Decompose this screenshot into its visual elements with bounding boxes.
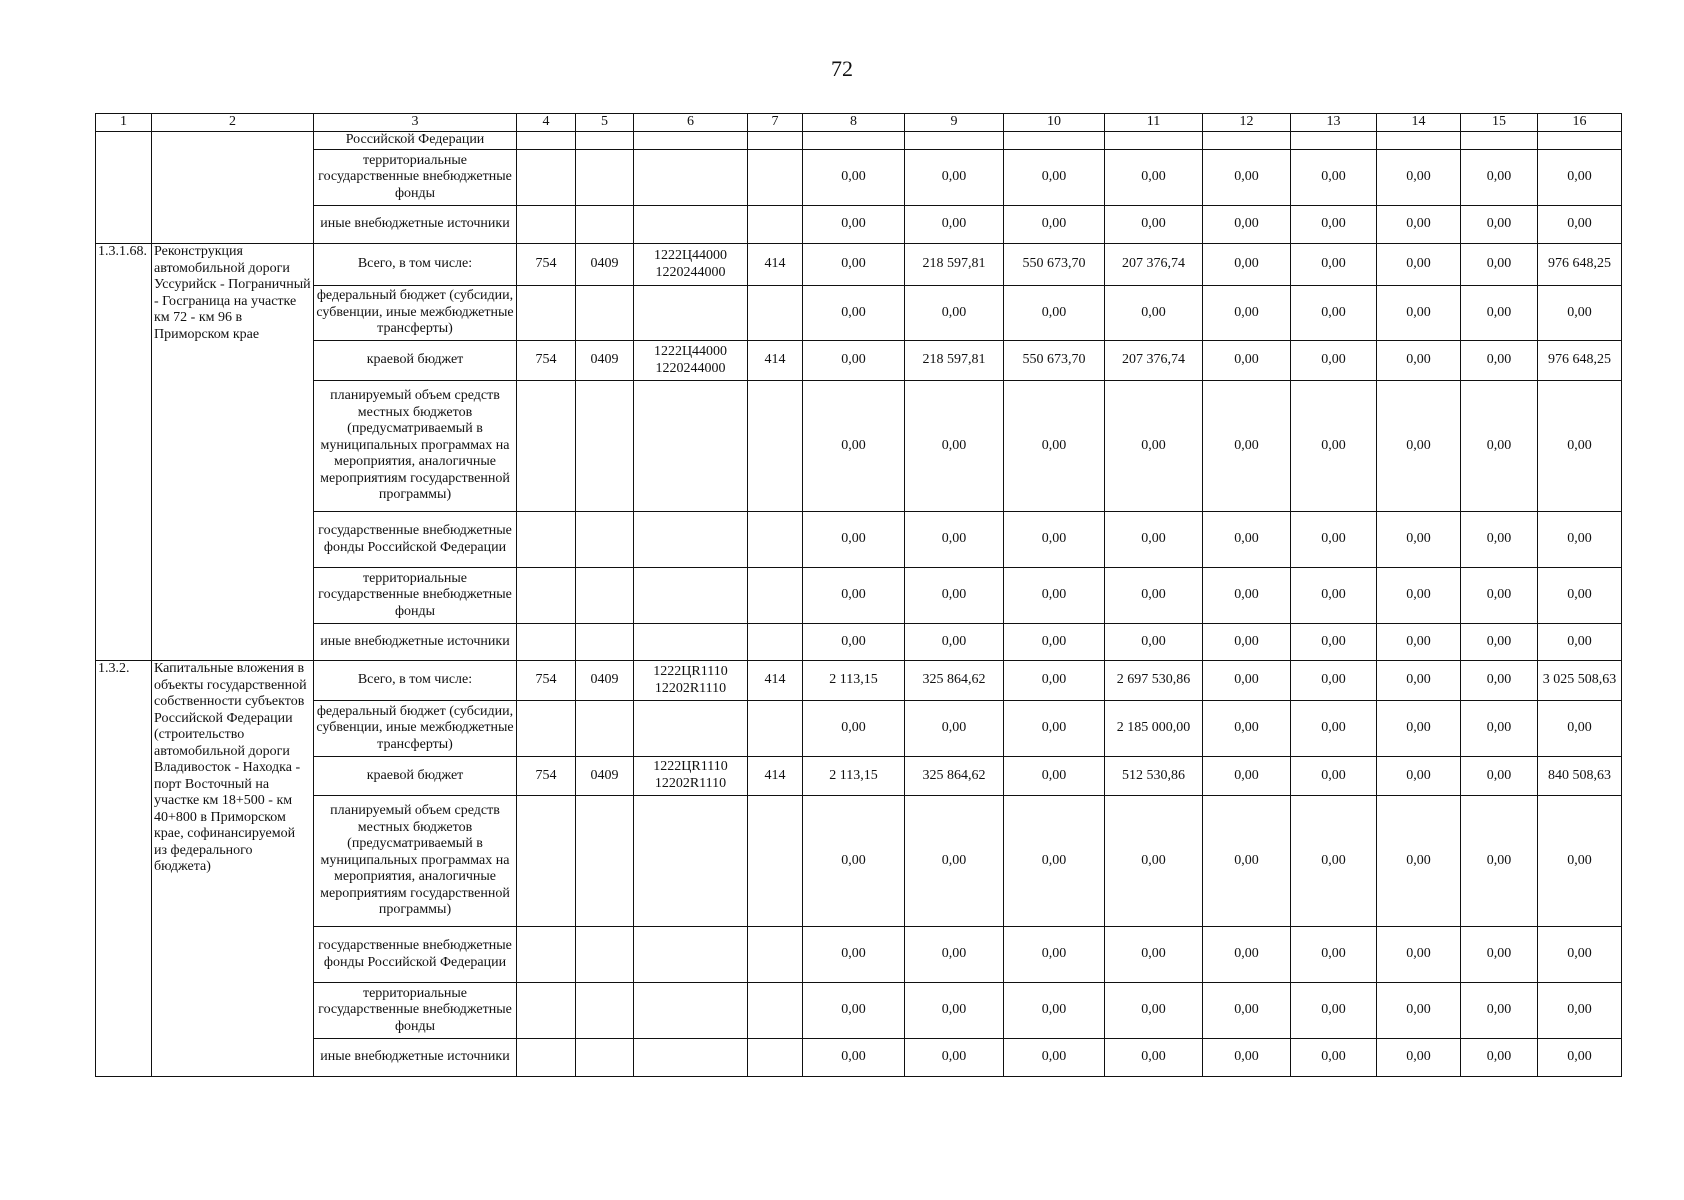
table-row [96,341,1622,381]
cell-col9: 325 864,62 [905,757,1004,796]
column-header-3: 3 [314,114,517,132]
cell-col16: 840 508,63 [1538,757,1622,796]
cell-col16: 976 648,25 [1538,341,1622,381]
cell-col6 [634,381,748,512]
table-row [96,150,1622,206]
cell-col9 [905,132,1004,150]
cell-col9: 0,00 [905,701,1004,757]
cell-col15: 0,00 [1461,757,1538,796]
cell-col8: 0,00 [803,244,905,286]
cell-col5 [576,1039,634,1077]
cell-col11: 2 697 530,86 [1105,661,1203,701]
cell-col15: 0,00 [1461,568,1538,624]
column-header-1: 1 [96,114,152,132]
item-description [152,132,314,244]
cell-col6 [634,624,748,661]
cell-col10: 0,00 [1004,757,1105,796]
cell-col7 [748,927,803,983]
cell-col14: 0,00 [1377,286,1461,341]
cell-col5 [576,624,634,661]
column-header-7: 7 [748,114,803,132]
cell-col13: 0,00 [1291,701,1377,757]
cell-col8 [803,132,905,150]
cell-col10 [1004,132,1105,150]
cell-col9: 0,00 [905,381,1004,512]
cell-col14 [1377,132,1461,150]
cell-col11: 207 376,74 [1105,244,1203,286]
cell-col11: 2 185 000,00 [1105,701,1203,757]
cell-col4 [517,983,576,1039]
cell-col14: 0,00 [1377,381,1461,512]
column-header-4: 4 [517,114,576,132]
cell-col10: 0,00 [1004,624,1105,661]
cell-col5: 0409 [576,341,634,381]
cell-col5 [576,132,634,150]
cell-col8: 0,00 [803,381,905,512]
cell-col5 [576,927,634,983]
cell-source: планируемый объем средств местных бюджетов (предусматриваемый в муниципальных программах на мероприятия, аналогичные мероприятиям государственной программы) [314,381,517,512]
cell-col6 [634,983,748,1039]
cell-col15: 0,00 [1461,341,1538,381]
cell-col7 [748,381,803,512]
column-header-6: 6 [634,114,748,132]
cell-col9: 218 597,81 [905,244,1004,286]
cell-col14: 0,00 [1377,341,1461,381]
cell-col8: 0,00 [803,568,905,624]
cell-col7 [748,512,803,568]
cell-col15: 0,00 [1461,512,1538,568]
table-row [96,927,1622,983]
cell-col15: 0,00 [1461,983,1538,1039]
cell-col5: 0409 [576,661,634,701]
cell-col8: 0,00 [803,983,905,1039]
cell-col10: 0,00 [1004,286,1105,341]
cell-col8: 0,00 [803,341,905,381]
cell-col10: 0,00 [1004,568,1105,624]
cell-col4 [517,150,576,206]
cell-col7 [748,701,803,757]
cell-col5: 0409 [576,757,634,796]
cell-source: иные внебюджетные источники [314,624,517,661]
cell-source: Всего, в том числе: [314,661,517,701]
cell-col9: 0,00 [905,624,1004,661]
cell-source: территориальные государственные внебюджетные фонды [314,568,517,624]
cell-col11: 0,00 [1105,512,1203,568]
cell-col4 [517,132,576,150]
cell-col10: 0,00 [1004,381,1105,512]
cell-col9: 0,00 [905,150,1004,206]
cell-col15: 0,00 [1461,150,1538,206]
cell-col9: 0,00 [905,568,1004,624]
cell-col4 [517,1039,576,1077]
cell-col14: 0,00 [1377,512,1461,568]
cell-col5 [576,381,634,512]
cell-source: государственные внебюджетные фонды Российской Федерации [314,927,517,983]
cell-col15: 0,00 [1461,381,1538,512]
cell-col9: 218 597,81 [905,341,1004,381]
column-header-12: 12 [1203,114,1291,132]
cell-col11: 0,00 [1105,286,1203,341]
cell-col9: 0,00 [905,927,1004,983]
cell-col7: 414 [748,341,803,381]
table-row [96,983,1622,1039]
cell-col8: 0,00 [803,286,905,341]
cell-col16: 0,00 [1538,624,1622,661]
cell-col11: 207 376,74 [1105,341,1203,381]
cell-col9: 0,00 [905,983,1004,1039]
cell-col10: 0,00 [1004,661,1105,701]
cell-col4 [517,512,576,568]
cell-col5 [576,286,634,341]
cell-col14: 0,00 [1377,150,1461,206]
table-row [96,661,1622,701]
cell-source: иные внебюджетные источники [314,206,517,244]
cell-col10: 0,00 [1004,701,1105,757]
cell-col13: 0,00 [1291,796,1377,927]
cell-col6 [634,150,748,206]
cell-col13: 0,00 [1291,244,1377,286]
cell-col4: 754 [517,661,576,701]
cell-col10: 0,00 [1004,206,1105,244]
cell-col5 [576,512,634,568]
cell-col14: 0,00 [1377,568,1461,624]
column-header-5: 5 [576,114,634,132]
cell-col9: 0,00 [905,512,1004,568]
cell-col12 [1203,132,1291,150]
item-description: Капитальные вложения в объекты государственной собственности субъектов Российской Федерации (строительство автомобильной дороги Владивосток - Находка - порт Восточный на участке км 18+500 - км 40+800 в Приморском крае, софинансируемой из федерального бюджета) [152,661,314,1077]
cell-source: государственные внебюджетные фонды Российской Федерации [314,512,517,568]
cell-col5 [576,701,634,757]
cell-col16: 0,00 [1538,150,1622,206]
cell-col4 [517,206,576,244]
cell-col4 [517,701,576,757]
cell-col13: 0,00 [1291,983,1377,1039]
cell-col12: 0,00 [1203,624,1291,661]
cell-col6 [634,927,748,983]
cell-col16: 0,00 [1538,206,1622,244]
column-header-8: 8 [803,114,905,132]
cell-col7 [748,983,803,1039]
cell-col13: 0,00 [1291,624,1377,661]
item-description: Реконструкция автомобильной дороги Уссурийск - Пограничный - Госграница на участке км 72 - км 96 в Приморском крае [152,244,314,661]
cell-col15: 0,00 [1461,1039,1538,1077]
cell-col11: 0,00 [1105,206,1203,244]
cell-col10: 0,00 [1004,927,1105,983]
cell-col6 [634,568,748,624]
cell-col6: 1222ЦR1110 12202R1110 [634,757,748,796]
table-row [96,132,1622,150]
cell-col15: 0,00 [1461,624,1538,661]
cell-col7: 414 [748,757,803,796]
cell-source: территориальные государственные внебюджетные фонды [314,983,517,1039]
cell-col10: 550 673,70 [1004,341,1105,381]
cell-col11: 0,00 [1105,927,1203,983]
cell-col13: 0,00 [1291,1039,1377,1077]
cell-col13: 0,00 [1291,206,1377,244]
cell-col15: 0,00 [1461,286,1538,341]
cell-col16: 0,00 [1538,983,1622,1039]
cell-col5 [576,568,634,624]
cell-col7 [748,624,803,661]
table-row [96,1039,1622,1077]
table-row [96,796,1622,927]
cell-col7: 414 [748,661,803,701]
cell-col7 [748,568,803,624]
cell-col16: 3 025 508,63 [1538,661,1622,701]
table-row [96,701,1622,757]
cell-col7 [748,150,803,206]
cell-col5 [576,150,634,206]
cell-col13: 0,00 [1291,927,1377,983]
cell-col16: 0,00 [1538,512,1622,568]
cell-col8: 0,00 [803,1039,905,1077]
cell-col16: 0,00 [1538,381,1622,512]
cell-col15: 0,00 [1461,661,1538,701]
cell-col13: 0,00 [1291,150,1377,206]
cell-col12: 0,00 [1203,757,1291,796]
cell-col10: 0,00 [1004,150,1105,206]
item-number: 1.3.2. [96,661,152,1077]
cell-col10: 0,00 [1004,1039,1105,1077]
column-header-2: 2 [152,114,314,132]
cell-col7 [748,796,803,927]
cell-col11: 0,00 [1105,624,1203,661]
cell-col12: 0,00 [1203,206,1291,244]
cell-col4: 754 [517,757,576,796]
cell-col12: 0,00 [1203,341,1291,381]
cell-col4 [517,568,576,624]
budget-table [95,113,1622,1077]
cell-col14: 0,00 [1377,927,1461,983]
cell-col13: 0,00 [1291,661,1377,701]
cell-col13: 0,00 [1291,757,1377,796]
table-row [96,381,1622,512]
cell-col15: 0,00 [1461,206,1538,244]
table-row [96,206,1622,244]
cell-col10: 0,00 [1004,796,1105,927]
cell-col12: 0,00 [1203,512,1291,568]
cell-col16: 0,00 [1538,1039,1622,1077]
cell-col8: 0,00 [803,927,905,983]
cell-col6 [634,132,748,150]
cell-col6 [634,286,748,341]
cell-col15 [1461,132,1538,150]
cell-source: Всего, в том числе: [314,244,517,286]
cell-col5 [576,796,634,927]
cell-col12: 0,00 [1203,568,1291,624]
cell-col15: 0,00 [1461,701,1538,757]
column-header-14: 14 [1377,114,1461,132]
cell-col12: 0,00 [1203,1039,1291,1077]
cell-col5 [576,206,634,244]
page-number: 72 [831,56,853,81]
cell-col16: 976 648,25 [1538,244,1622,286]
cell-source: краевой бюджет [314,757,517,796]
cell-col4 [517,286,576,341]
table-row [96,757,1622,796]
column-header-15: 15 [1461,114,1538,132]
cell-col7 [748,132,803,150]
cell-col8: 0,00 [803,150,905,206]
cell-col8: 0,00 [803,624,905,661]
cell-col11: 0,00 [1105,796,1203,927]
item-number [96,132,152,244]
cell-col8: 0,00 [803,512,905,568]
cell-col5 [576,983,634,1039]
cell-col13: 0,00 [1291,286,1377,341]
cell-source: федеральный бюджет (субсидии, субвенции, иные межбюджетные трансферты) [314,701,517,757]
cell-col6 [634,206,748,244]
cell-col16 [1538,132,1622,150]
cell-col10: 550 673,70 [1004,244,1105,286]
header-row [96,114,1622,132]
cell-col13: 0,00 [1291,568,1377,624]
cell-col11: 0,00 [1105,1039,1203,1077]
cell-col14: 0,00 [1377,757,1461,796]
cell-col12: 0,00 [1203,701,1291,757]
cell-col15: 0,00 [1461,244,1538,286]
cell-col4 [517,927,576,983]
cell-col10: 0,00 [1004,512,1105,568]
cell-col6: 1222ЦR1110 12202R1110 [634,661,748,701]
cell-col13 [1291,132,1377,150]
table-row [96,624,1622,661]
cell-col13: 0,00 [1291,512,1377,568]
table-body [96,114,1622,1077]
cell-col6 [634,701,748,757]
column-header-16: 16 [1538,114,1622,132]
cell-col14: 0,00 [1377,661,1461,701]
cell-source: краевой бюджет [314,341,517,381]
cell-col9: 325 864,62 [905,661,1004,701]
cell-col14: 0,00 [1377,796,1461,927]
cell-col4: 754 [517,341,576,381]
cell-col14: 0,00 [1377,983,1461,1039]
cell-col8: 2 113,15 [803,661,905,701]
cell-col11: 0,00 [1105,150,1203,206]
table-row [96,244,1622,286]
item-number: 1.3.1.68. [96,244,152,661]
cell-col11: 0,00 [1105,568,1203,624]
cell-col4 [517,381,576,512]
cell-col14: 0,00 [1377,244,1461,286]
cell-col12: 0,00 [1203,150,1291,206]
cell-col8: 0,00 [803,701,905,757]
cell-col12: 0,00 [1203,286,1291,341]
cell-source: иные внебюджетные источники [314,1039,517,1077]
cell-col12: 0,00 [1203,927,1291,983]
cell-col16: 0,00 [1538,796,1622,927]
cell-col8: 0,00 [803,206,905,244]
cell-col6: 1222Ц44000 1220244000 [634,341,748,381]
cell-col4 [517,624,576,661]
cell-col16: 0,00 [1538,927,1622,983]
table-row [96,568,1622,624]
cell-col11 [1105,132,1203,150]
cell-col11: 0,00 [1105,381,1203,512]
cell-col14: 0,00 [1377,1039,1461,1077]
column-header-9: 9 [905,114,1004,132]
cell-col9: 0,00 [905,286,1004,341]
column-header-11: 11 [1105,114,1203,132]
cell-col6 [634,1039,748,1077]
cell-col7 [748,1039,803,1077]
cell-col15: 0,00 [1461,796,1538,927]
cell-source: федеральный бюджет (субсидии, субвенции, иные межбюджетные трансферты) [314,286,517,341]
cell-col8: 2 113,15 [803,757,905,796]
cell-col14: 0,00 [1377,701,1461,757]
cell-source: территориальные государственные внебюджетные фонды [314,150,517,206]
cell-col14: 0,00 [1377,206,1461,244]
cell-source: планируемый объем средств местных бюджетов (предусматриваемый в муниципальных программах на мероприятия, аналогичные мероприятиям государственной программы) [314,796,517,927]
cell-col15: 0,00 [1461,927,1538,983]
cell-col12: 0,00 [1203,661,1291,701]
cell-col13: 0,00 [1291,381,1377,512]
cell-col14: 0,00 [1377,624,1461,661]
cell-col13: 0,00 [1291,341,1377,381]
cell-col6: 1222Ц44000 1220244000 [634,244,748,286]
cell-col12: 0,00 [1203,244,1291,286]
cell-col9: 0,00 [905,206,1004,244]
cell-col12: 0,00 [1203,983,1291,1039]
cell-col7 [748,206,803,244]
cell-col10: 0,00 [1004,983,1105,1039]
cell-col5: 0409 [576,244,634,286]
cell-col16: 0,00 [1538,568,1622,624]
column-header-10: 10 [1004,114,1105,132]
cell-col4 [517,796,576,927]
cell-col11: 0,00 [1105,983,1203,1039]
table-row [96,512,1622,568]
cell-col4: 754 [517,244,576,286]
cell-col16: 0,00 [1538,286,1622,341]
cell-col12: 0,00 [1203,796,1291,927]
cell-col6 [634,796,748,927]
cell-col11: 512 530,86 [1105,757,1203,796]
cell-col8: 0,00 [803,796,905,927]
cell-col9: 0,00 [905,796,1004,927]
cell-col16: 0,00 [1538,701,1622,757]
cell-col7: 414 [748,244,803,286]
column-header-13: 13 [1291,114,1377,132]
cell-col12: 0,00 [1203,381,1291,512]
cell-col6 [634,512,748,568]
table-row [96,286,1622,341]
cell-source: Российской Федерации [314,132,517,150]
cell-col7 [748,286,803,341]
cell-col9: 0,00 [905,1039,1004,1077]
